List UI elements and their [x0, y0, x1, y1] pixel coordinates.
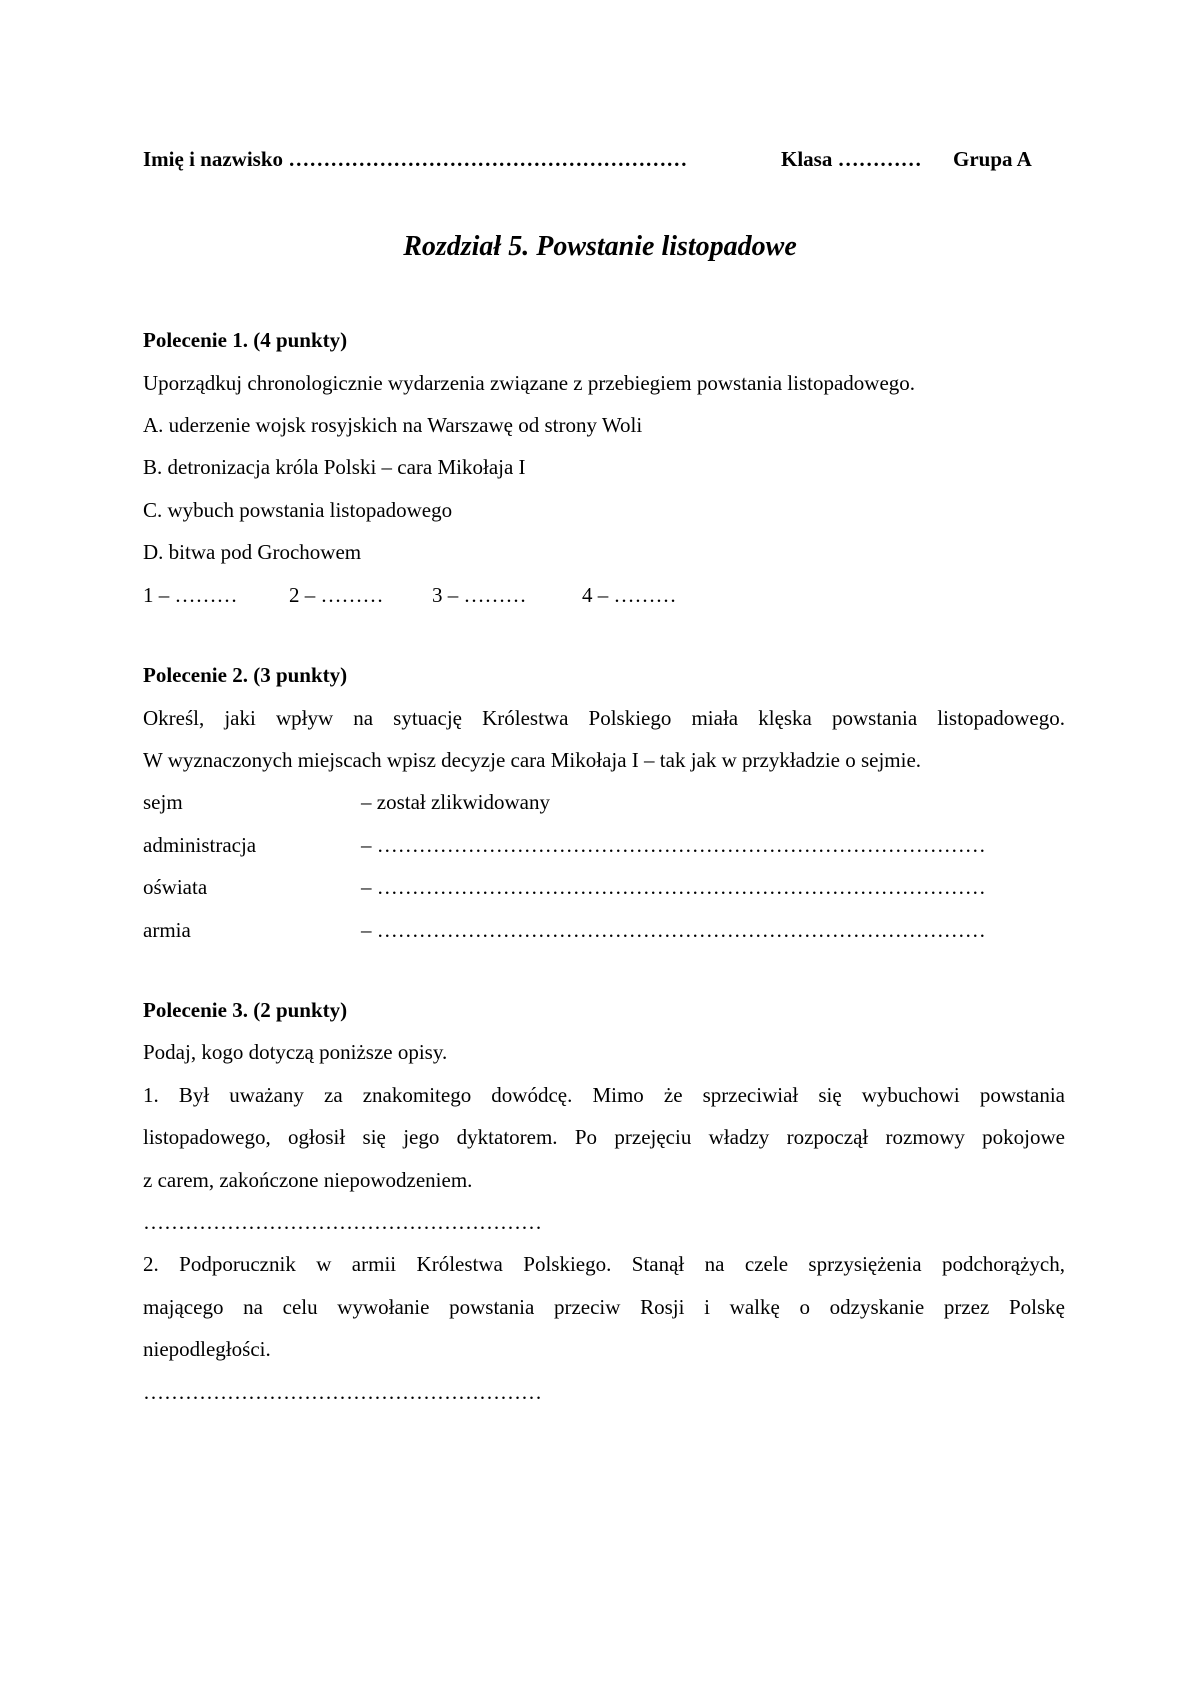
answer-field-administracja: – …………………………………………………………………………… [361, 833, 986, 857]
row-label-sejm: sejm [143, 790, 183, 814]
task3-item2-line2: mającego na celu wywołanie powstania przeciw Rosji i walkę o odzyskanie przez Polskę [143, 1295, 1065, 1319]
task2-instruction-2: W wyznaczonych miejscach wpisz decyzje cara Mikołaja I – tak jak w przykładzie o sejmie. [143, 748, 922, 772]
task1-option-c: C. wybuch powstania listopadowego [143, 498, 453, 522]
task3-instruction: Podaj, kogo dotyczą poniższe opisy. [143, 1040, 448, 1064]
group-label: Grupa A [953, 147, 1032, 171]
task2-heading: Polecenie 2. (3 punkty) [143, 663, 348, 687]
answer-field-armia: – …………………………………………………………………………… [361, 918, 986, 942]
task1-heading: Polecenie 1. (4 punkty) [143, 328, 348, 352]
task1-option-b: B. detronizacja króla Polski – cara Mikołaja I [143, 455, 526, 479]
task1-answer-2: 2 – ……… [289, 583, 384, 607]
answer-field-oswiata: – …………………………………………………………………………… [361, 875, 986, 899]
row-value-sejm: – został zlikwidowany [361, 790, 550, 814]
row-label-armia: armia [143, 918, 191, 942]
task1-instruction: Uporządkuj chronologicznie wydarzenia związane z przebiegiem powstania listopadowego. [143, 371, 916, 395]
task1-option-a: A. uderzenie wojsk rosyjskich na Warszawę od strony Woli [143, 413, 643, 437]
task3-item2-line3: niepodległości. [143, 1337, 271, 1361]
task1-answer-3: 3 – ……… [432, 583, 527, 607]
page-title: Rozdział 5. Powstanie listopadowe [403, 231, 797, 262]
task3-item2-line1: 2. Podporucznik w armii Królestwa Polskiego. Stanął na czele sprzysiężenia podchorążych, [143, 1252, 1065, 1276]
task3-heading: Polecenie 3. (2 punkty) [143, 998, 348, 1022]
task3-item1-line3: z carem, zakończone niepowodzeniem. [143, 1168, 473, 1192]
task2-instruction-1: Określ, jaki wpływ na sytuację Królestwa Polskiego miała klęska powstania listopadowego. [143, 706, 1065, 730]
task1-option-d: D. bitwa pod Grochowem [143, 540, 362, 564]
name-field: Imię i nazwisko ………………………………………………… [143, 147, 688, 171]
row-label-oswiata: oświata [143, 875, 208, 899]
row-label-administracja: administracja [143, 833, 257, 857]
task3-item1-line2: listopadowego, ogłosił się jego dyktatorem. Po przejęciu władzy rozpoczął rozmowy pokojowe [143, 1125, 1065, 1149]
task3-item1-line1: 1. Był uważany za znakomitego dowódcę. Mimo że sprzeciwiał się wybuchowi powstania [143, 1083, 1065, 1107]
task1-answer-4: 4 – ……… [582, 583, 677, 607]
class-field: Klasa ………… [781, 147, 922, 171]
task3-answer-2: ………………………………………………… [143, 1380, 542, 1404]
task1-answer-1: 1 – ……… [143, 583, 238, 607]
task3-answer-1: ………………………………………………… [143, 1210, 542, 1234]
